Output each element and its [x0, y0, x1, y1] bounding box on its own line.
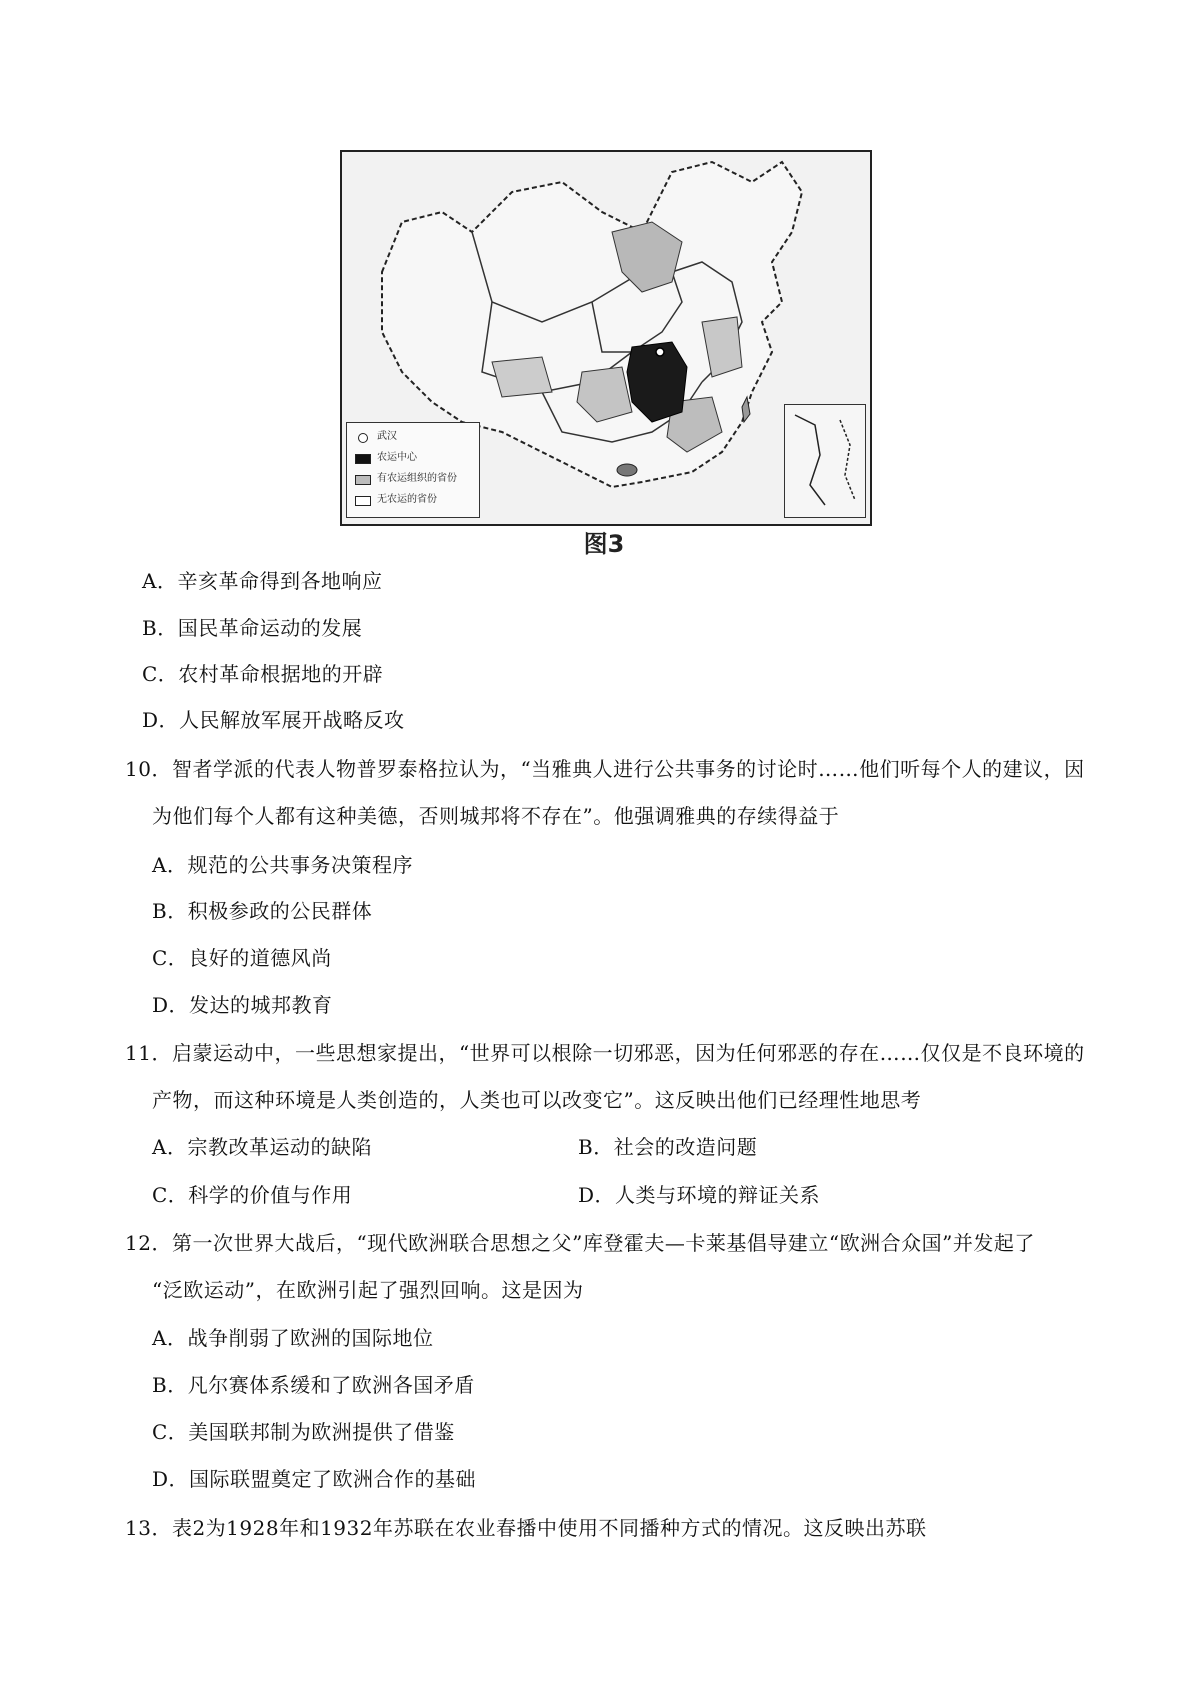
q10-option-d: D．发达的城邦教育: [152, 993, 333, 1017]
legend-item-without: [355, 492, 475, 508]
figure-caption: 图3: [583, 530, 625, 558]
center-swatch: [355, 454, 371, 464]
q10-stem-line1: 10．智者学派的代表人物普罗泰格拉认为，“当雅典人进行公共事务的讨论时……他们听每个人的建议，因: [125, 757, 1085, 781]
legend-item-with: [355, 471, 475, 487]
figure-3: [318, 144, 890, 558]
q10-option-a: A．规范的公共事务决策程序: [152, 853, 413, 877]
q11-option-a: A．宗教改革运动的缺陷: [152, 1135, 372, 1159]
q9-option-d: D．人民解放军展开战略反攻: [142, 708, 405, 732]
south-china-sea-inset: [784, 404, 866, 518]
without-swatch: [355, 496, 371, 506]
q12-option-b: B．凡尔赛体系缓和了欧洲各国矛盾: [152, 1373, 475, 1397]
q10-option-c: C．良好的道德风尚: [152, 946, 332, 970]
q11-option-b: B．社会的改造问题: [578, 1135, 758, 1159]
q12-stem-line1: 12．第一次世界大战后，“现代欧洲联合思想之父”库登霍夫—卡莱基倡导建立“欧洲合众国”并发起了: [125, 1231, 1035, 1255]
q12-option-d: D．国际联盟奠定了欧洲合作的基础: [152, 1467, 477, 1491]
q9-option-c: C．农村革命根据地的开辟: [142, 662, 384, 686]
legend-item-center: [355, 450, 475, 466]
wuhan-marker: [656, 348, 664, 356]
legend-label: 无农运的省份: [377, 494, 437, 505]
q10-option-b: B．积极参政的公民群体: [152, 899, 373, 923]
legend-item-wuhan: [355, 429, 475, 445]
island: [617, 464, 637, 476]
map-legend: [346, 422, 480, 518]
china-map: [340, 150, 872, 526]
q11-option-d: D．人类与环境的辩证关系: [578, 1183, 821, 1207]
q9-option-b: B．国民革命运动的发展: [142, 616, 363, 640]
legend-label: 有农运组织的省份: [377, 473, 457, 484]
q10-stem-line2: 为他们每个人都有这种美德，否则城邦将不存在”。他强调雅典的存续得益于: [152, 804, 840, 828]
legend-label: 农运中心: [377, 452, 417, 463]
with-swatch: [355, 475, 371, 485]
q11-stem-line1: 11．启蒙运动中，一些思想家提出，“世界可以根除一切邪恶，因为任何邪恶的存在……仅仅是不良环境的: [125, 1041, 1085, 1065]
inset-drawing: [785, 405, 865, 517]
q12-option-a: A．战争削弱了欧洲的国际地位: [152, 1326, 434, 1350]
q9-option-a: A．辛亥革命得到各地响应: [142, 569, 383, 593]
q13-stem-line1: 13．表2为1928年和1932年苏联在农业春播中使用不同播种方式的情况。这反映出苏联: [125, 1516, 927, 1540]
q11-option-c: C．科学的价值与作用: [152, 1183, 353, 1207]
inset-coastline: [840, 420, 855, 500]
q11-stem-line2: 产物，而这种环境是人类创造的，人类也可以改变它”。这反映出他们已经理性地思考: [152, 1088, 922, 1112]
legend-label: 武汉: [377, 431, 397, 442]
wuhan-symbol: [358, 433, 368, 443]
q12-option-c: C．美国联邦制为欧洲提供了借鉴: [152, 1420, 455, 1444]
q12-stem-line2: “泛欧运动”，在欧洲引起了强烈回响。这是因为: [152, 1278, 584, 1302]
province-with-organizations: [492, 357, 552, 397]
inset-coastline: [795, 415, 825, 505]
